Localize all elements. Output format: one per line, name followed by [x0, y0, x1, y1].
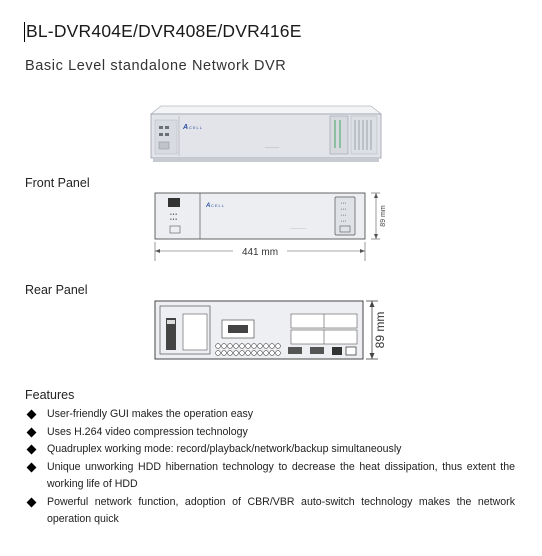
feature-text: Quadruplex working mode: record/playback/network/backup simultaneously: [47, 443, 402, 455]
svg-text:▪ ▪ ▪: ▪ ▪ ▪: [341, 213, 346, 217]
diamond-bullet-icon: [27, 497, 37, 507]
svg-text:▪ ▪ ▪: ▪ ▪ ▪: [341, 219, 346, 223]
feature-text: Powerful network function, adoption of CBR/VBR auto-switch technology makes the network operation quick: [47, 495, 515, 525]
list-item: [27, 459, 515, 494]
diamond-bullet-icon: [27, 445, 37, 455]
svg-text:A: A: [206, 203, 211, 209]
front-width-dimension: 441 mm: [241, 247, 279, 258]
feature-text: User-friendly GUI makes the operation easy: [47, 408, 254, 420]
svg-text:A: A: [183, 124, 189, 131]
list-item: [27, 424, 515, 442]
svg-text:~~~~~~~~: ~~~~~~~~: [265, 145, 280, 149]
diamond-bullet-icon: [27, 427, 37, 437]
svg-text:~~~~~~~~~: ~~~~~~~~~: [290, 226, 306, 230]
list-item: [27, 494, 515, 529]
svg-text:● ● ●: ● ● ●: [170, 212, 178, 216]
dvr-product-image: [145, 100, 385, 170]
page-title: BL-DVR404E/DVR408E/DVR416E: [26, 21, 302, 41]
svg-text:● ● ●: ● ● ●: [170, 217, 178, 221]
rear-height-dimension: 89 mm: [373, 311, 387, 349]
svg-text:CELL: CELL: [211, 203, 226, 208]
diamond-bullet-icon: [27, 462, 37, 472]
svg-text:CELL: CELL: [189, 125, 204, 130]
svg-text:▪ ▪ ▪: ▪ ▪ ▪: [341, 207, 346, 211]
page-subtitle: Basic Level standalone Network DVR: [25, 58, 287, 74]
front-panel-drawing: [150, 190, 390, 266]
list-item: [27, 441, 515, 459]
front-height-dimension: 89 mm: [380, 205, 387, 227]
svg-text:▪ ▪ ▪: ▪ ▪ ▪: [341, 201, 346, 205]
features-list: [27, 406, 515, 529]
diamond-bullet-icon: [27, 410, 37, 420]
features-heading: Features: [25, 388, 75, 402]
text-cursor: [24, 22, 25, 42]
list-item: [27, 406, 515, 424]
rear-panel-drawing: [150, 300, 395, 362]
feature-text: Uses H.264 video compression technology: [47, 425, 248, 438]
front-panel-label: Front Panel: [25, 176, 90, 190]
feature-text: Unique unworking HDD hibernation technology to decrease the heat dissipation, thus extent the working life of HDD: [47, 460, 515, 490]
rear-panel-label: Rear Panel: [25, 283, 88, 297]
